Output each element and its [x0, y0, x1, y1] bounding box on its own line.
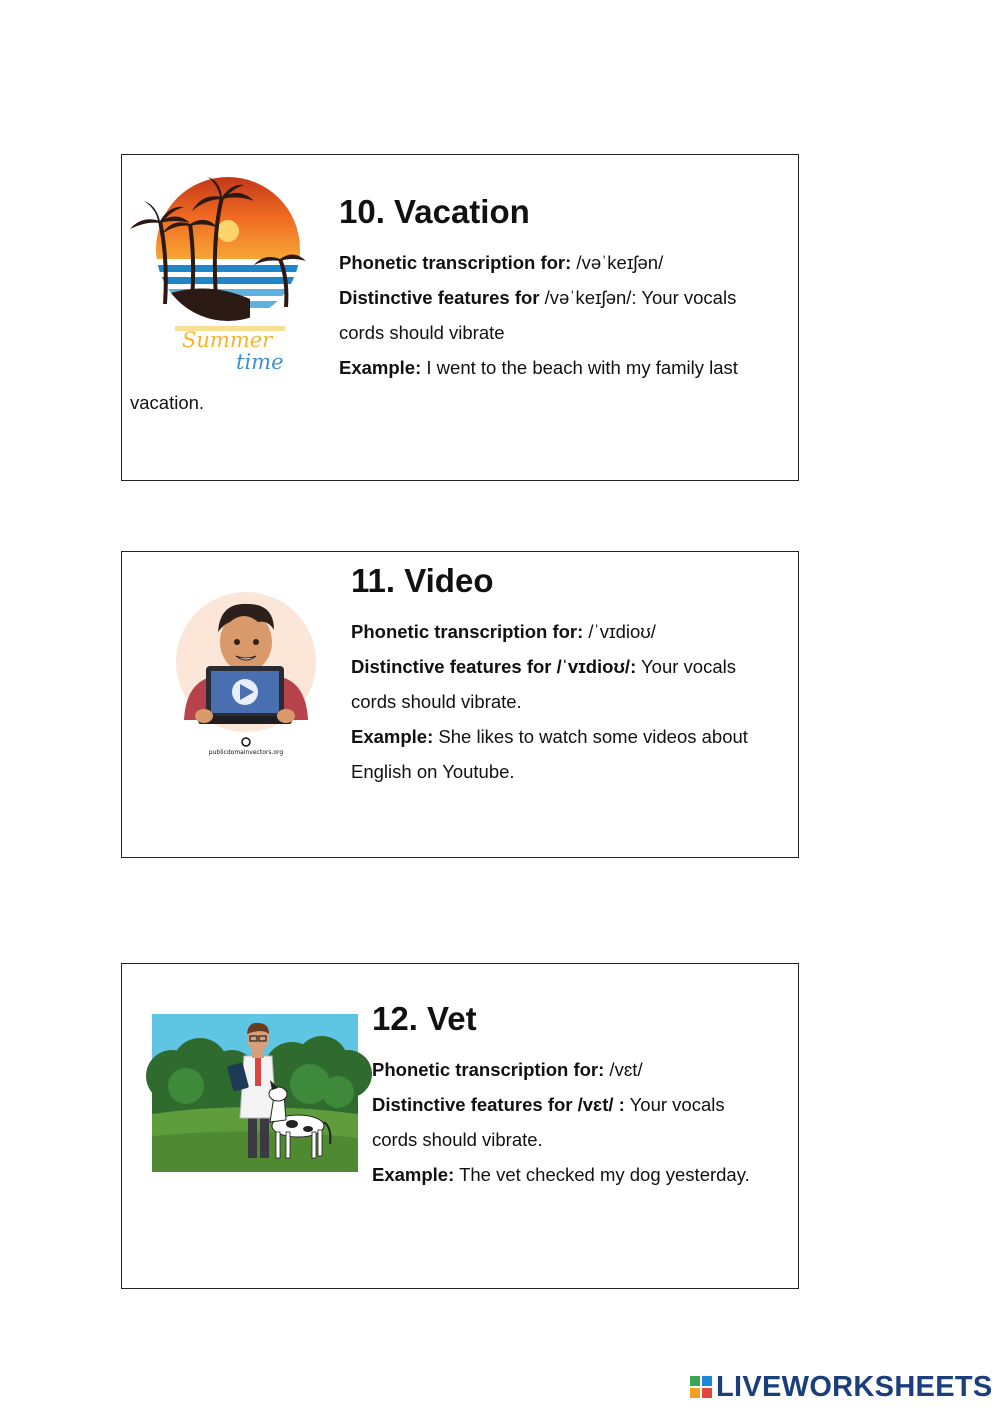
features-value: Your vocals	[636, 656, 736, 677]
card-title: 12. Vet	[372, 1000, 477, 1037]
phonetic-value: /vɛt/	[604, 1059, 643, 1080]
phonetic-label: Phonetic transcription for:	[339, 252, 572, 273]
summer-beach-illustration	[130, 179, 306, 374]
card-title: 10. Vacation	[339, 193, 530, 230]
features-value: /vəˈkeɪʃən/: Your vocals	[539, 287, 737, 308]
phonetic-label: Phonetic transcription for:	[351, 621, 584, 642]
example-value: She likes to watch some videos about	[433, 726, 748, 747]
vet-with-dog-illustration	[152, 1014, 358, 1172]
liveworksheets-logo[interactable]	[690, 1372, 993, 1402]
phonetic-label: Phonetic transcription for:	[372, 1059, 605, 1080]
features-label: Distinctive features for	[339, 287, 540, 308]
features-label: Distinctive features for /ˈvɪdioʊ/:	[351, 656, 637, 677]
image-credit: publicdomainvectors.org	[208, 749, 284, 756]
card-title: 11. Video	[351, 562, 494, 599]
example-value: The vet checked my dog yesterday.	[454, 1164, 750, 1185]
brand-name: LIVEWORKSHEETS	[716, 1370, 993, 1403]
example-label: Example:	[372, 1164, 455, 1185]
example-value-continued: vacation.	[130, 392, 205, 413]
liveworksheets-logo-icon	[690, 1376, 712, 1398]
features-label: Distinctive features for /vɛt/ :	[372, 1094, 625, 1115]
vocabulary-card-vet	[121, 963, 799, 1289]
example-label: Example:	[351, 726, 434, 747]
summer-image-text: Summer	[182, 328, 273, 352]
card-text	[351, 614, 791, 789]
features-value: Your vocals	[624, 1094, 725, 1115]
example-value: I went to the beach with my family last	[421, 357, 738, 378]
features-value-continued: cords should vibrate.	[351, 691, 522, 712]
card-text	[372, 1052, 792, 1192]
features-value-continued: cords should vibrate	[339, 322, 505, 343]
phonetic-value: /ˈvɪdioʊ/	[583, 621, 656, 642]
example-value-continued: English on Youtube.	[351, 761, 515, 782]
vocabulary-card-vacation	[121, 154, 799, 481]
time-image-text: time	[236, 350, 284, 374]
vocabulary-card-video	[121, 551, 799, 858]
phonetic-value: /vəˈkeɪʃən/	[571, 252, 664, 273]
features-value-continued: cords should vibrate.	[372, 1129, 543, 1150]
example-label: Example:	[339, 357, 422, 378]
man-with-laptop-illustration	[174, 580, 314, 756]
card-text	[339, 245, 789, 385]
